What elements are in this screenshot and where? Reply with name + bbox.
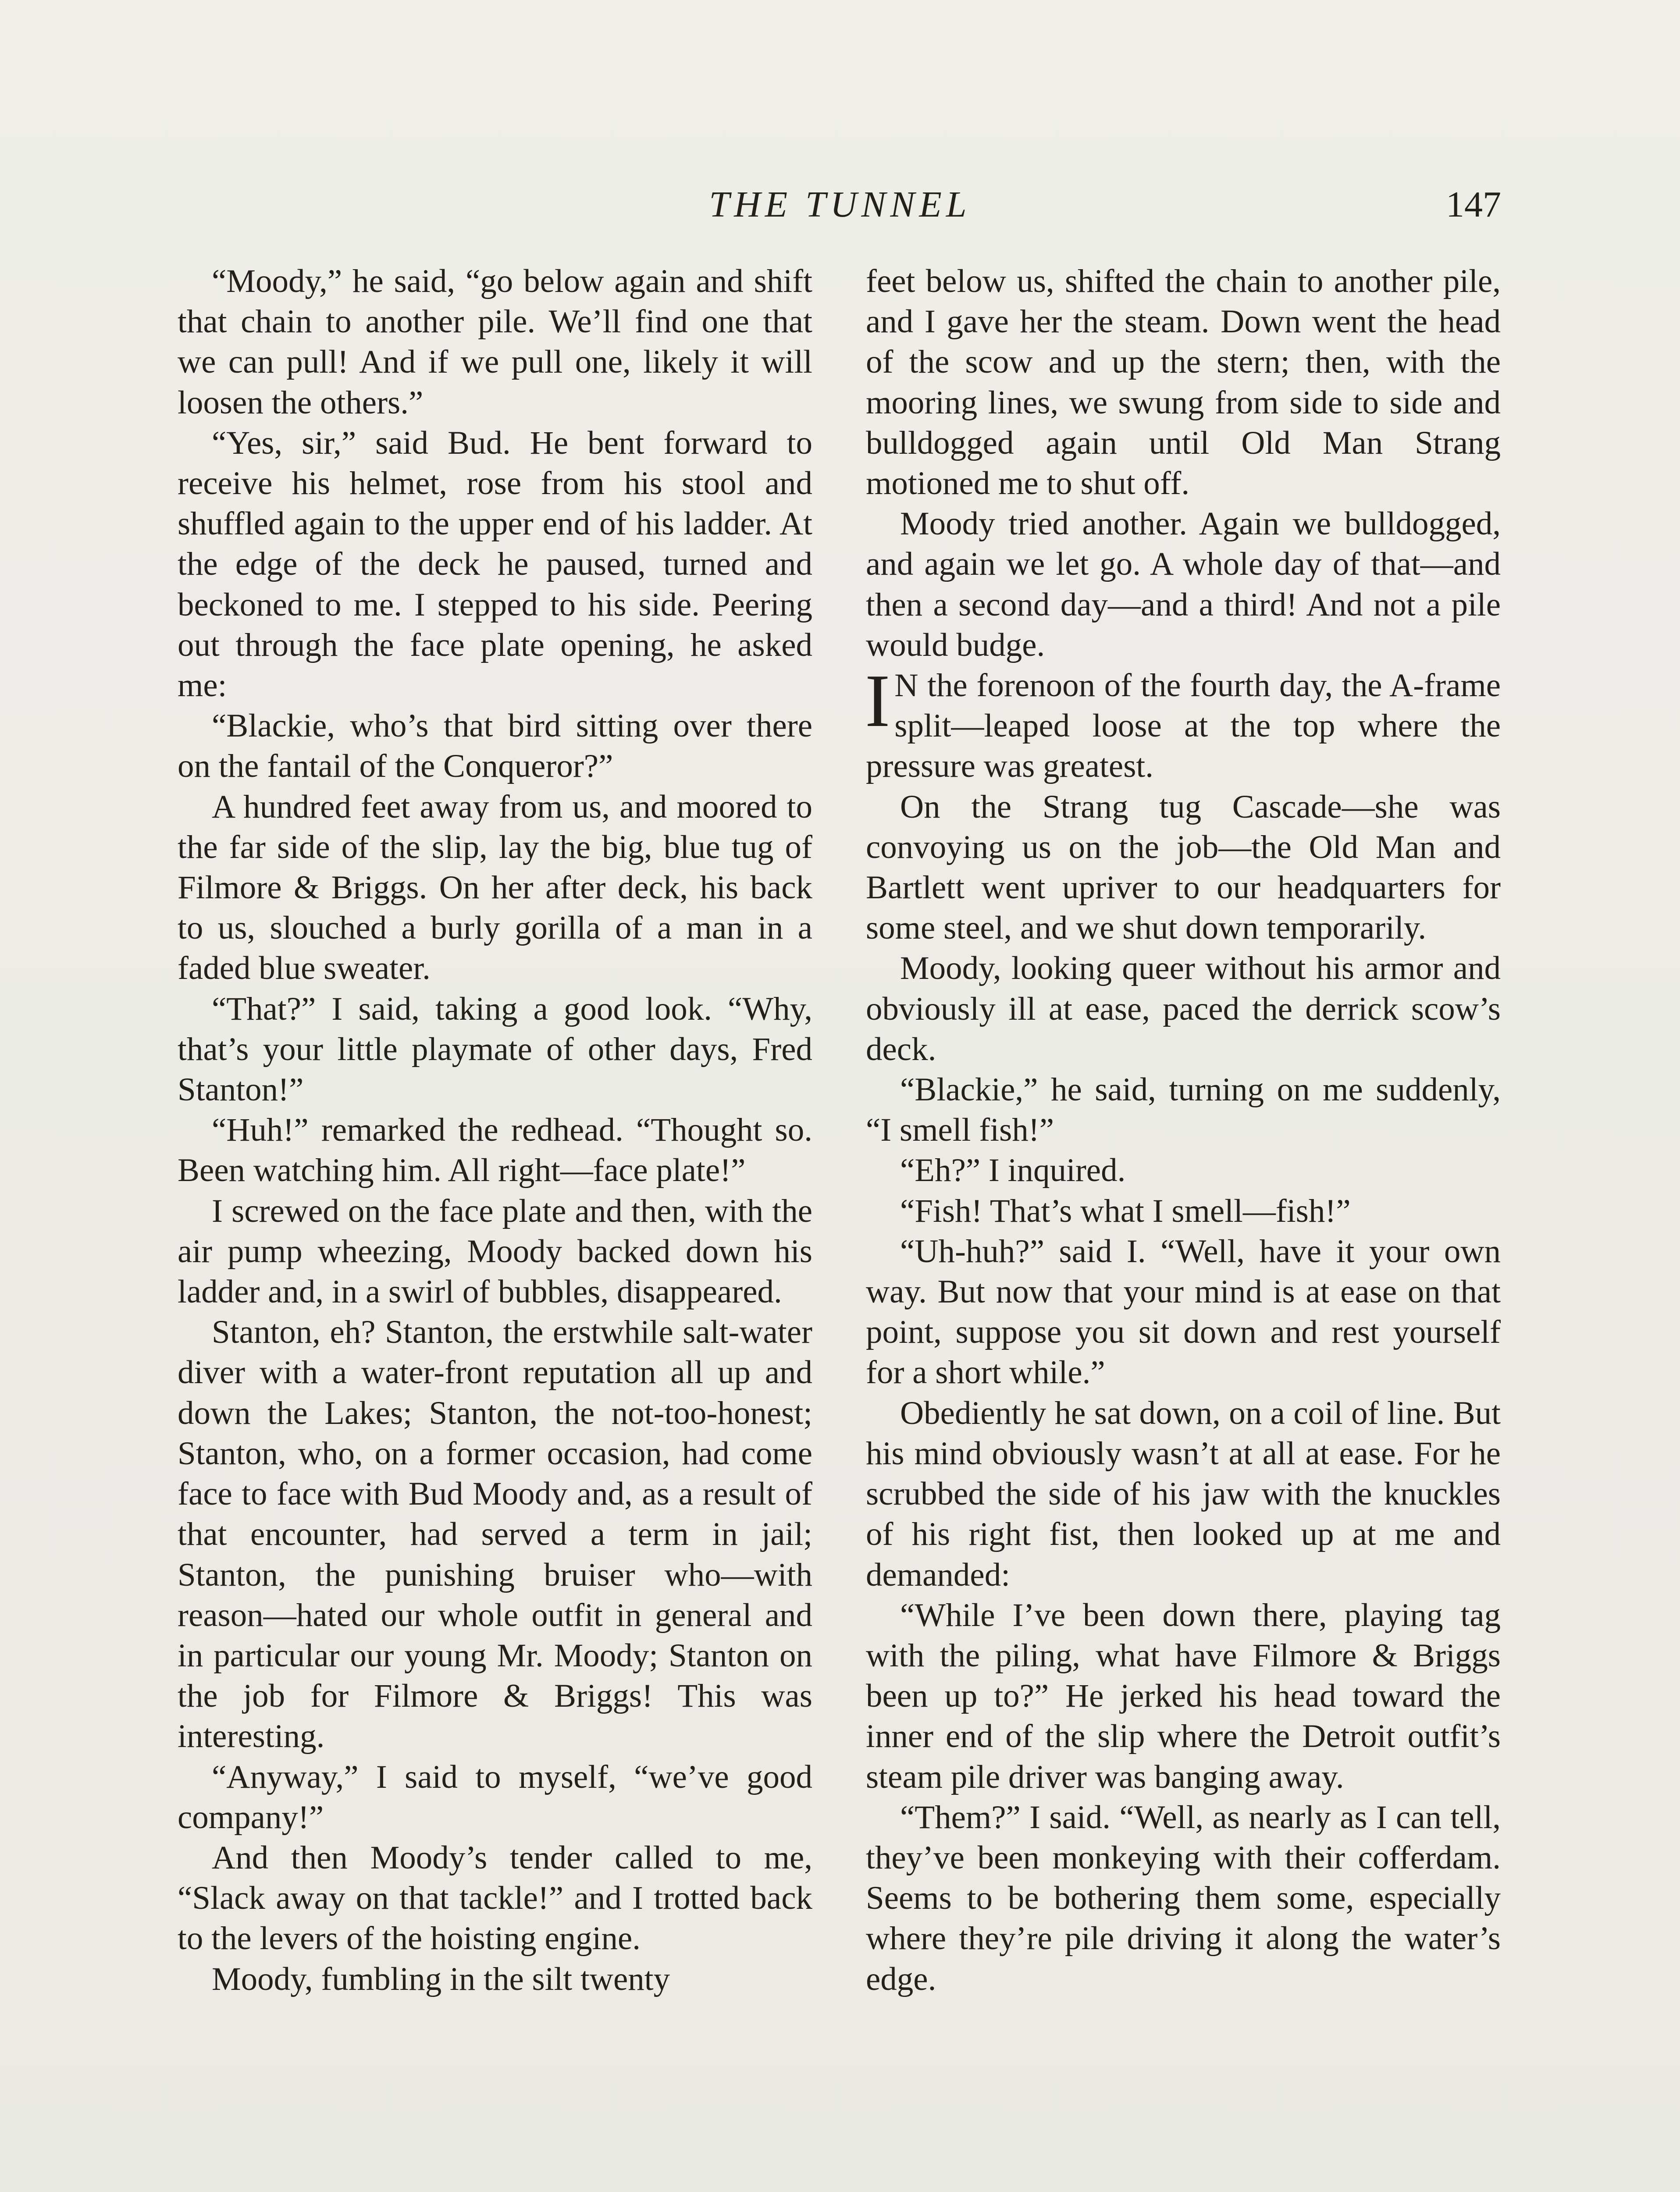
paragraph: Obediently he sat down, on a coil of line. But his mind obviously wasn’t at all at ease. For he scrubbed the side of his jaw with the knuckles of his right fist, then looked up at me and demanded:	[866, 1395, 1501, 1593]
paragraph: Moody tried another. Again we bulldogged, and again we let go. A whole day of that—and then a second day—and a third! And not a pile would budge.	[866, 505, 1501, 663]
paragraph: “Anyway,” I said to myself, “we’ve good company!”	[178, 1758, 812, 1836]
paragraph: “Huh!” remarked the redhead. “Thought so. Been watching him. All right—face plate!”	[178, 1112, 812, 1189]
section-opening-paragraph	[865, 659, 1501, 787]
paragraph: Stanton, eh? Stanton, the erstwhile salt-water diver with a water-front reputation all up and down the Lakes; Stanton, the not-too-honest; Stanton, who, on a former occasion, had come face to face with Bud Moody and, as a result of that encounter, had served a term in jail; Stanton, the punishing bruiser who—with reason—hated our whole outfit in general and in particular our young Mr. Moody; Stanton on the job for Filmore & Briggs! This was interesting.	[178, 1314, 812, 1755]
running-head	[0, 183, 1680, 231]
paragraph: “Them?” I said. “Well, as nearly as I can tell, they’ve been monkeying with their cofferdam. Seems to be bothering them some, especially where they’re pile driving it along the water’s edge.	[866, 1799, 1501, 1997]
paragraph: Moody, fumbling in the silt twenty	[212, 1961, 670, 1997]
page-number: 147	[1446, 184, 1501, 225]
right-column	[866, 261, 1501, 2000]
continued-paragraph: feet below us, shifted the chain to another pile, and I gave her the steam. Down went the head of the scow and up the stern; then, with the mooring lines, we swung from side to side and bulldogged again until Old Man Strang motioned me to shut off.	[866, 263, 1501, 502]
paragraph: “Blackie, who’s that bird sitting over there on the fantail of the Conqueror?”	[178, 708, 812, 785]
drop-cap: I	[865, 659, 890, 743]
paragraph: “Blackie,” he said, turning on me suddenly, “I smell fish!”	[866, 1071, 1501, 1149]
paragraph: I screwed on the face plate and then, with the air pump wheezing, Moody backed down his ladder and, in a swirl of bubbles, disappeared.	[178, 1192, 812, 1310]
paragraph: “Yes, sir,” said Bud. He bent forward to receive his helmet, rose from his stool and shuffled again to the upper end of his ladder. At the edge of the deck he paused, turned and beckoned to me. I stepped to his side. Peering out through the face plate opening, he asked me:	[178, 424, 812, 704]
running-title: THE TUNNEL	[709, 184, 971, 225]
left-column	[178, 261, 812, 2000]
paragraph: On the Strang tug Cascade—she was convoying us on the job—the Old Man and Bartlett went upriver to our headquarters for some steel, and we shut down temporarily.	[866, 788, 1501, 947]
paragraph: A hundred feet away from us, and moored to the far side of the slip, lay the big, blue tug of Filmore & Briggs. On her after deck, his back to us, slouched a burly gorilla of a man in a faded blue sweater.	[178, 788, 812, 987]
paragraph: “Fish! That’s what I smell—fish!”	[900, 1192, 1351, 1229]
paragraph: “That?” I said, taking a good look. “Why, that’s your little playmate of other days, Fred Stanton!”	[178, 990, 812, 1108]
paragraph: And then Moody’s tender called to me, “Slack away on that tackle!” and I trotted back to the levers of the hoisting engine.	[178, 1839, 812, 1957]
paragraph: “Eh?” I inquired.	[900, 1152, 1126, 1189]
paragraph: “Moody,” he said, “go below again and shift that chain to another pile. We’ll find one that we can pull! And if we pull one, likely it will loosen the others.”	[178, 263, 812, 421]
paragraph: “While I’ve been down there, playing tag with the piling, what have Filmore & Briggs been up to?” He jerked his head toward the inner end of the slip where the Detroit outfit’s steam pile driver was banging away.	[866, 1597, 1501, 1795]
paragraph: “Uh-huh?” said I. “Well, have it your own way. But now that your mind is at ease on that point, suppose you sit down and rest yourself for a short while.”	[866, 1233, 1501, 1391]
paragraph: Moody, looking queer without his armor and obviously ill at ease, paced the derrick scow’s deck.	[866, 950, 1501, 1068]
section-opening-text: N the forenoon of the fourth day, the A-frame split—leaped loose at the top where the pressure was greatest.	[866, 667, 1501, 785]
